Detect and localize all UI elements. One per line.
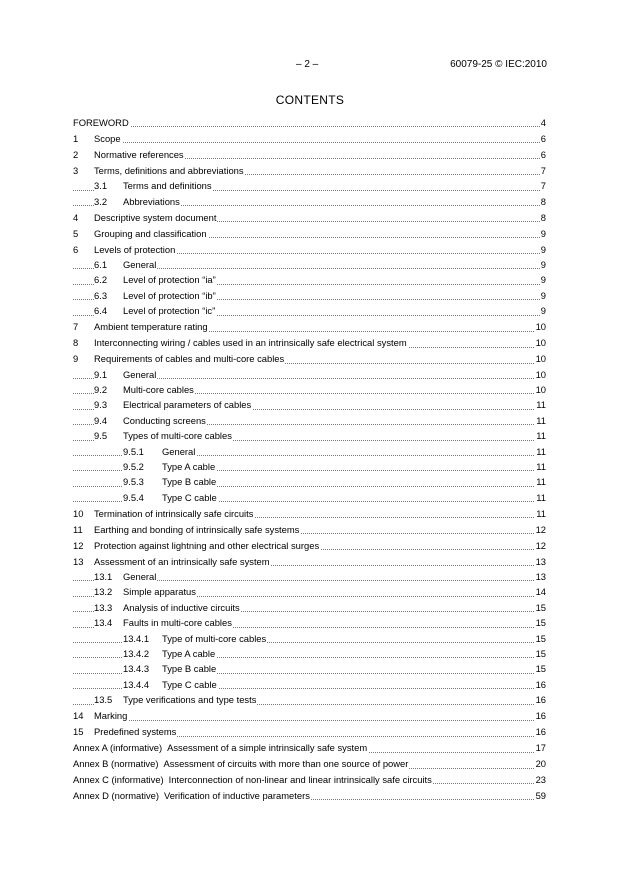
toc-entry-number: 9.5 <box>94 430 108 442</box>
toc-entry-number: 3 <box>73 164 79 176</box>
toc-entry-number: 11 <box>73 523 83 535</box>
toc-entry[interactable] <box>73 288 546 303</box>
toc-entry[interactable] <box>73 554 546 569</box>
toc-entry-page: 10 <box>535 319 546 334</box>
toc-entry-number: 9.5.2 <box>123 460 144 472</box>
toc-entry-title: Simple apparatus <box>123 586 196 598</box>
toc-entry-title: Faults in multi-core cables <box>123 617 232 629</box>
toc-entry-label <box>94 615 233 630</box>
toc-entry[interactable] <box>73 319 546 334</box>
toc-entry-title: FOREWORD <box>73 117 129 128</box>
toc-entry-label <box>73 242 176 257</box>
toc-entry-page: 15 <box>535 646 546 661</box>
toc-entry-label <box>94 569 157 584</box>
toc-entry-label <box>94 584 197 599</box>
toc-entry[interactable] <box>73 474 546 489</box>
toc-entry-title: Type C cable <box>162 678 217 690</box>
toc-entry[interactable] <box>73 428 546 443</box>
toc-entry-page: 10 <box>535 367 546 382</box>
toc-entry-number: 2 <box>73 148 79 160</box>
toc-entry-page: 9 <box>540 272 546 287</box>
standard-reference: 60079-25 © IEC:2010 <box>450 59 547 70</box>
toc-entry-page: 6 <box>540 131 546 146</box>
toc-entry-label <box>94 692 257 707</box>
toc-entry-number: Annex C (informative) <box>73 774 164 786</box>
toc-entry[interactable] <box>73 226 546 241</box>
toc-entry-title: Abbreviations <box>123 195 180 207</box>
toc-entry-page: 59 <box>535 788 546 803</box>
toc-entry-number: 8 <box>73 337 79 349</box>
toc-entry-title: Grouping and classification <box>94 227 207 239</box>
toc-entry-number: 3.2 <box>94 195 108 207</box>
toc-entry[interactable] <box>73 615 546 630</box>
toc-entry-title: Assessment of an intrinsically safe system <box>94 555 270 567</box>
dot-leader <box>73 720 546 721</box>
toc-entry-page: 15 <box>535 615 546 630</box>
toc-entry[interactable] <box>73 367 546 382</box>
toc-entry-page: 20 <box>535 756 546 771</box>
toc-entry-number: 1 <box>73 132 79 144</box>
toc-entry[interactable] <box>73 600 546 615</box>
toc-entry-title: Analysis of inductive circuits <box>123 601 240 613</box>
toc-entry-page: 15 <box>535 661 546 676</box>
toc-entry-label <box>94 413 207 428</box>
toc-entry-label <box>73 554 271 569</box>
toc-entry-title: Level of protection “ib” <box>123 289 216 301</box>
toc-entry-number: 13.4.3 <box>123 663 150 675</box>
toc-entry[interactable] <box>73 788 546 803</box>
toc-entry[interactable] <box>73 163 546 178</box>
toc-entry[interactable] <box>73 194 546 209</box>
contents-title: CONTENTS <box>275 93 345 107</box>
toc-entry-page: 10 <box>535 382 546 397</box>
toc-entry-label <box>123 677 218 692</box>
toc-entry-page: 11 <box>535 506 546 521</box>
toc-entry[interactable] <box>73 210 546 225</box>
toc-entry-number: 9.5.4 <box>123 491 144 503</box>
toc-entry-number: 6.1 <box>94 259 108 271</box>
toc-entry-title: Electrical parameters of cables <box>123 399 252 411</box>
toc-entry-number: 13.4.1 <box>123 632 150 644</box>
toc-entry-label <box>123 459 216 474</box>
toc-entry-number: 9.1 <box>94 368 108 380</box>
toc-entry[interactable] <box>73 708 546 723</box>
toc-entry[interactable] <box>73 413 546 428</box>
toc-entry-label <box>123 490 218 505</box>
toc-entry-label <box>73 351 285 366</box>
toc-entry[interactable] <box>73 303 546 318</box>
toc-entry-title: Ambient temperature rating <box>94 321 208 333</box>
toc-entry-number: 13.4 <box>94 617 113 629</box>
toc-entry-title: Level of protection “ia” <box>123 274 216 286</box>
toc-entry-label <box>73 210 217 225</box>
toc-entry-label <box>73 115 130 130</box>
toc-entry-title: Type B cable <box>162 663 217 675</box>
toc-entry[interactable] <box>73 444 546 459</box>
toc-entry-number: 9.4 <box>94 414 108 426</box>
toc-entry-number: 15 <box>73 726 84 738</box>
toc-entry-title: General <box>123 259 157 271</box>
toc-entry-page: 6 <box>540 147 546 162</box>
page-number: – 2 – <box>296 59 319 70</box>
toc-entry-page: 14 <box>535 584 546 599</box>
toc-entry-label <box>94 272 217 287</box>
toc-entry-label <box>73 740 368 755</box>
toc-entry[interactable] <box>73 459 546 474</box>
toc-entry-number: 9.5.3 <box>123 476 144 488</box>
toc-entry-label <box>73 163 245 178</box>
toc-entry-page: 15 <box>535 600 546 615</box>
toc-entry-title: Verification of inductive parameters <box>163 790 310 802</box>
toc-entry-title: Assessment of circuits with more than one source of power <box>163 758 409 770</box>
toc-entry-title: Interconnecting wiring / cables used in an intrinsically safe electrical system <box>94 337 407 349</box>
toc-entry[interactable] <box>73 756 546 771</box>
toc-entry-title: General <box>123 368 157 380</box>
toc-entry-title: Termination of intrinsically safe circuits <box>94 507 254 519</box>
toc-entry-number: Annex A (informative) <box>73 742 163 754</box>
toc-entry-title: Normative references <box>94 148 184 160</box>
toc-entry-title: Level of protection “ic” <box>123 305 216 317</box>
toc-entry-label <box>94 257 157 272</box>
toc-entry-label <box>73 319 209 334</box>
toc-entry[interactable] <box>73 692 546 707</box>
toc-entry-number: 7 <box>73 321 79 333</box>
toc-entry[interactable] <box>73 131 546 146</box>
toc-entry[interactable] <box>73 490 546 505</box>
toc-entry-page: 8 <box>540 194 546 209</box>
toc-entry[interactable] <box>73 584 546 599</box>
toc-entry-label <box>73 131 122 146</box>
toc-entry-page: 10 <box>535 351 546 366</box>
toc-entry-number: 13.3 <box>94 601 113 613</box>
toc-entry-page: 7 <box>540 163 546 178</box>
toc-entry-label <box>94 194 181 209</box>
dot-leader <box>73 142 546 143</box>
toc-entry-label <box>73 756 409 771</box>
toc-entry-number: 13.4.2 <box>123 648 150 659</box>
toc-entry-page: 11 <box>535 490 546 505</box>
toc-entry-title: Earthing and bonding of intrinsically safe systems <box>94 523 300 535</box>
toc-entry-number: Annex D (normative) <box>73 790 159 802</box>
toc-entry-title: Protection against lightning and other electrical surges <box>94 539 320 551</box>
toc-entry-title: Type B cable <box>162 476 217 488</box>
toc-entry-title: Terms and definitions <box>123 180 212 192</box>
toc-entry-page: 16 <box>535 692 546 707</box>
toc-entry-number: 3.1 <box>94 180 108 192</box>
toc-entry[interactable] <box>73 382 546 397</box>
toc-entry-label <box>73 724 177 739</box>
toc-entry-label <box>73 522 300 537</box>
toc-entry-title: Type A cable <box>162 460 216 472</box>
toc-entry-title: Predefined systems <box>94 726 177 738</box>
toc-entry-page: 16 <box>535 677 546 692</box>
toc-entry[interactable] <box>73 724 546 739</box>
toc-entry-label <box>123 646 216 661</box>
toc-entry-label <box>73 538 320 553</box>
toc-entry-number: 9.3 <box>94 399 108 411</box>
toc-entry-title: Descriptive system document <box>94 211 217 223</box>
table-of-contents <box>73 115 546 803</box>
toc-entry-page: 9 <box>540 303 546 318</box>
toc-entry-title: Terms, definitions and abbreviations <box>94 164 244 176</box>
toc-entry-number: 13.2 <box>94 586 113 598</box>
toc-entry-title: Type A cable <box>162 648 216 659</box>
toc-entry-page: 23 <box>535 772 546 787</box>
toc-entry-label <box>94 428 233 443</box>
toc-entry[interactable] <box>73 115 546 130</box>
toc-entry-number: 13.1 <box>94 571 113 583</box>
toc-entry-label <box>73 147 185 162</box>
toc-entry[interactable] <box>73 257 546 272</box>
toc-entry-title: Types of multi-core cables <box>123 430 232 442</box>
toc-entry-title: General <box>123 571 157 583</box>
toc-entry-label <box>123 474 217 489</box>
toc-entry-page: 11 <box>535 397 546 412</box>
toc-entry-number: 12 <box>73 539 84 551</box>
toc-entry[interactable] <box>73 646 546 661</box>
toc-entry-page: 13 <box>535 554 546 569</box>
toc-entry-label <box>94 382 195 397</box>
toc-entry-label <box>94 367 157 382</box>
toc-entry-page: 7 <box>540 178 546 193</box>
toc-entry-page: 9 <box>540 288 546 303</box>
toc-entry-label <box>94 397 252 412</box>
toc-entry-title: Type verifications and type tests <box>123 694 257 706</box>
toc-entry[interactable] <box>73 538 546 553</box>
toc-entry-page: 15 <box>535 631 546 646</box>
toc-entry-label <box>73 226 208 241</box>
toc-entry-label <box>123 444 196 459</box>
toc-entry[interactable] <box>73 522 546 537</box>
toc-entry[interactable] <box>73 740 546 755</box>
toc-entry-page: 10 <box>535 335 546 350</box>
toc-entry-number: 9.2 <box>94 383 108 395</box>
toc-entry-title: Scope <box>94 132 121 144</box>
toc-entry-page: 16 <box>535 724 546 739</box>
toc-entry[interactable] <box>73 335 546 350</box>
toc-entry[interactable] <box>73 661 546 676</box>
toc-entry[interactable] <box>73 147 546 162</box>
toc-entry[interactable] <box>73 397 546 412</box>
toc-entry[interactable] <box>73 242 546 257</box>
toc-entry-title: Multi-core cables <box>123 383 194 395</box>
toc-entry[interactable] <box>73 178 546 193</box>
toc-entry-title: Interconnection of non-linear and linear intrinsically safe circuits <box>168 774 432 786</box>
toc-entry[interactable] <box>73 272 546 287</box>
toc-entry-page: 16 <box>535 708 546 723</box>
toc-entry[interactable] <box>73 569 546 584</box>
toc-entry-page: 11 <box>535 428 546 443</box>
toc-entry-page: 11 <box>535 474 546 489</box>
toc-entry-title: Conducting screens <box>123 414 206 426</box>
toc-entry-label <box>94 600 241 615</box>
toc-entry[interactable] <box>73 351 546 366</box>
toc-entry-number: 14 <box>73 710 84 722</box>
toc-entry-label <box>94 303 216 318</box>
toc-entry-title: Requirements of cables and multi-core cables <box>94 353 285 365</box>
toc-entry-page: 12 <box>535 522 546 537</box>
toc-entry-label <box>73 335 408 350</box>
toc-entry-number: 13 <box>73 555 84 567</box>
toc-entry-page: 13 <box>535 569 546 584</box>
toc-entry-page: 8 <box>540 210 546 225</box>
toc-entry-number: 5 <box>73 227 79 239</box>
toc-entry-page: 11 <box>535 413 546 428</box>
toc-entry-number: 6 <box>73 243 79 255</box>
toc-entry-label <box>73 772 433 787</box>
toc-entry-label <box>123 631 267 646</box>
toc-entry-label <box>94 288 217 303</box>
toc-entry-number: 4 <box>73 211 79 223</box>
toc-entry-number: 13.4.4 <box>123 678 150 690</box>
toc-entry-label <box>123 661 217 676</box>
toc-entry-title: Marking <box>94 710 128 722</box>
toc-entry-number: 10 <box>73 507 84 519</box>
toc-entry-page: 9 <box>540 257 546 272</box>
toc-entry-page: 17 <box>535 740 546 755</box>
toc-entry-page: 4 <box>540 115 546 130</box>
toc-entry-number: Annex B (normative) <box>73 758 159 770</box>
toc-entry-title: Type of multi-core cables <box>162 632 267 644</box>
toc-entry-page: 12 <box>535 538 546 553</box>
toc-entry[interactable] <box>73 677 546 692</box>
toc-entry-title: General <box>162 445 196 457</box>
toc-entry-number: 9.5.1 <box>123 445 144 457</box>
toc-entry-number: 6.4 <box>94 305 108 317</box>
toc-entry-label <box>94 178 213 193</box>
toc-entry[interactable] <box>73 506 546 521</box>
toc-entry-label <box>73 708 128 723</box>
toc-entry-number: 13.5 <box>94 694 113 706</box>
toc-entry-page: 11 <box>535 444 546 459</box>
toc-entry-label <box>73 506 254 521</box>
toc-entry[interactable] <box>73 772 546 787</box>
toc-entry-number: 9 <box>73 353 79 365</box>
toc-entry-number: 6.3 <box>94 289 108 301</box>
dot-leader <box>73 126 546 127</box>
toc-entry-title: Levels of protection <box>94 243 176 255</box>
toc-entry-title: Assessment of a simple intrinsically safe system <box>167 742 368 754</box>
toc-entry-page: 9 <box>540 242 546 257</box>
toc-entry-number: 6.2 <box>94 274 108 286</box>
toc-entry-title: Type C cable <box>162 491 217 503</box>
toc-entry-label <box>73 788 311 803</box>
toc-entry-page: 9 <box>540 226 546 241</box>
toc-entry[interactable] <box>73 631 546 646</box>
toc-entry-page: 11 <box>535 459 546 474</box>
